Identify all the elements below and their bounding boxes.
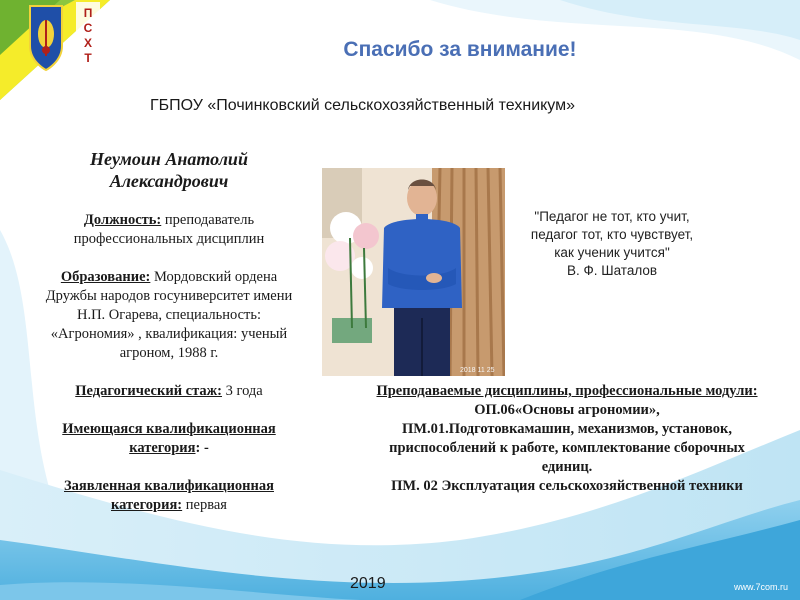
position-value: преподаватель профессиональных дисциплин	[73, 212, 265, 247]
discipline-item: ОП.06«Основы агрономии»,	[474, 402, 660, 418]
college-abbreviation	[80, 6, 96, 66]
declared-category-label: Заявленная квалификационная категория:	[64, 478, 274, 513]
year-label: 2019	[350, 575, 386, 592]
declared-category-value: первая	[185, 497, 227, 513]
quote-block	[528, 208, 696, 280]
position-block	[38, 211, 300, 249]
organization-name: ГБПОУ «Починковский сельскохозяйственный техникум»	[150, 97, 576, 114]
abbr-letter: Т	[84, 51, 92, 65]
experience-block	[38, 382, 300, 401]
abbr-letter: С	[83, 21, 93, 35]
teacher-photo-image	[322, 168, 505, 376]
teacher-name-line2: Александрович	[109, 171, 229, 191]
experience-value: 3 года	[225, 383, 263, 399]
disciplines-heading: Преподаваемые дисциплины, профессиональные модули:	[376, 383, 758, 399]
watermark: www.7com.ru	[734, 582, 789, 592]
slide-title: Спасибо за внимание!	[343, 38, 577, 61]
discipline-item: ПМ. 02 Эксплуатация сельскохозяйственной техники	[391, 478, 743, 494]
teacher-info	[38, 148, 300, 515]
photo-timestamp: 2018 11 25	[460, 367, 495, 374]
teacher-photo	[322, 168, 505, 376]
disciplines-block	[368, 382, 766, 496]
education-label: Образование:	[60, 269, 151, 285]
education-value: Мордовский ордена Дружбы народов госуниверситет имени Н.П. Огарева, специальность: «Агрономия» , квалификация: ученый агроном, 1988 г.	[45, 269, 293, 361]
education-block	[38, 268, 300, 363]
category-value: : -	[195, 440, 209, 456]
quote-text: "Педагог не тот, кто учит, педагог тот, кто чувствует, как ученик учится"	[530, 209, 694, 260]
declared-category-block	[38, 477, 300, 515]
position-label: Должность:	[83, 212, 162, 228]
discipline-item: ПМ.01.Подготовкамашин, механизмов, установок, приспособлений к работе, комплектование сборочных единиц.	[389, 421, 745, 475]
abbr-letter: П	[83, 6, 93, 20]
category-block	[38, 420, 300, 458]
experience-label: Педагогический стаж:	[75, 383, 223, 399]
quote-author: В. Ф. Шаталов	[566, 263, 658, 278]
category-label: Имеющаяся квалификационная категория	[62, 421, 276, 456]
abbr-letter: Х	[83, 36, 92, 50]
teacher-name-line1: Неумоин Анатолий	[90, 149, 248, 169]
